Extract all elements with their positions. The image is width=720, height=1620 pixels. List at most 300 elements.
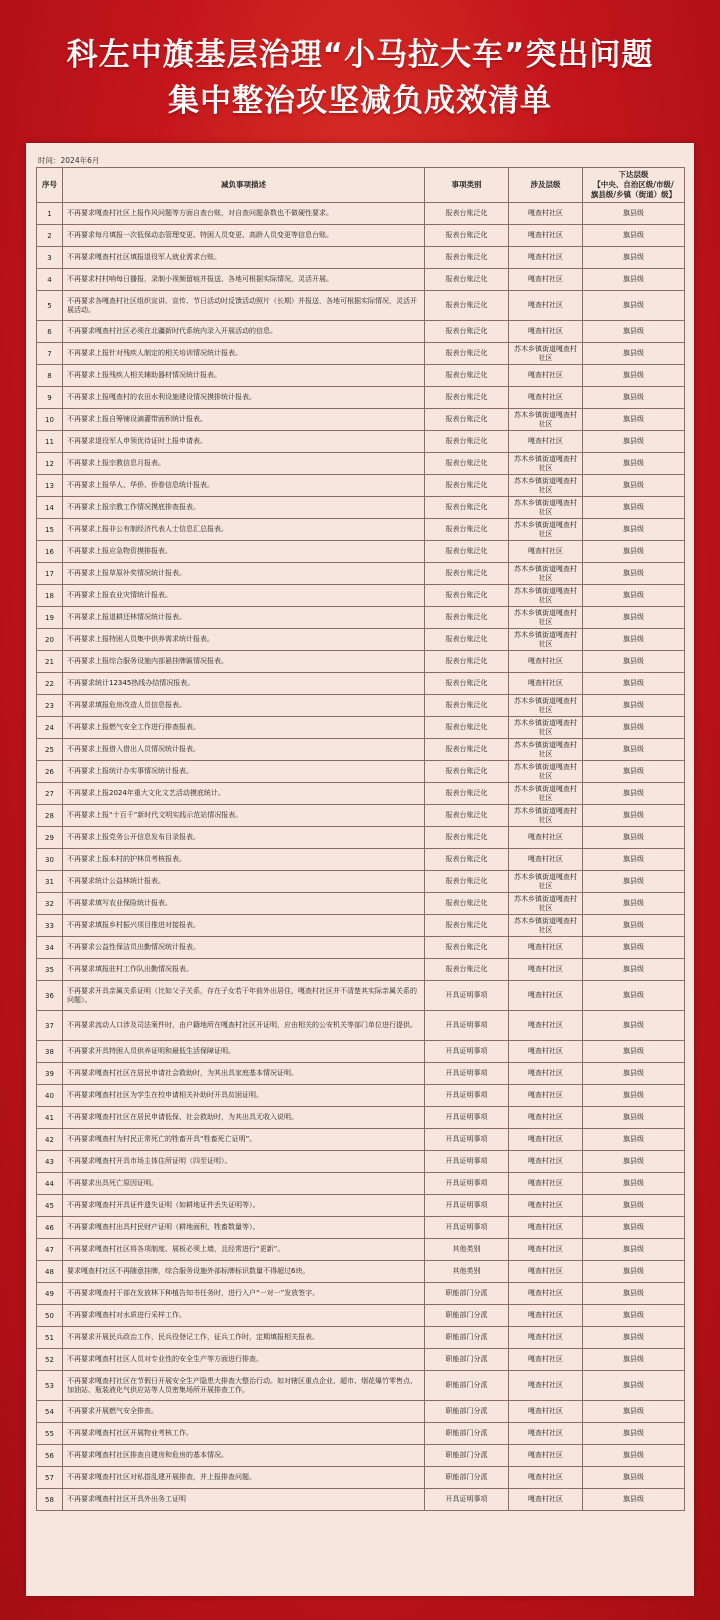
row-involved-level: 嘎查村社区 <box>509 1401 583 1423</box>
row-seq: 52 <box>37 1349 63 1371</box>
row-issuer-level: 旗县级 <box>583 893 685 915</box>
row-desc: 不再要求填报危房改造人员信息报表。 <box>63 695 425 717</box>
row-issuer-level: 旗县级 <box>583 585 685 607</box>
row-category: 开具证明事项 <box>425 1489 509 1511</box>
table-row <box>37 673 685 695</box>
row-category: 职能部门分派 <box>425 1371 509 1401</box>
row-involved-level: 苏木乡镇街道嘎查村社区 <box>509 805 583 827</box>
table-row <box>37 959 685 981</box>
table-row <box>37 805 685 827</box>
row-involved-level: 嘎查村社区 <box>509 203 583 225</box>
row-desc: 不再要求村村响每日播报，录制小视频留痕并报送，各地可根据实际情况，灵活开展。 <box>63 269 425 291</box>
row-desc: 不再要求填报驻村工作队出勤情况报表。 <box>63 959 425 981</box>
row-involved-level: 苏木乡镇街道嘎查村社区 <box>509 761 583 783</box>
row-category: 其他类别 <box>425 1239 509 1261</box>
row-issuer-level: 旗县级 <box>583 269 685 291</box>
row-issuer-level: 旗县级 <box>583 783 685 805</box>
row-issuer-level: 旗县级 <box>583 915 685 937</box>
row-desc: 不再要求上报退耕还林情况统计报表。 <box>63 607 425 629</box>
row-seq: 38 <box>37 1041 63 1063</box>
row-seq: 19 <box>37 607 63 629</box>
row-seq: 4 <box>37 269 63 291</box>
row-category: 报表台账泛化 <box>425 291 509 321</box>
row-seq: 28 <box>37 805 63 827</box>
row-involved-level: 嘎查村社区 <box>509 1305 583 1327</box>
row-involved-level: 嘎查村社区 <box>509 937 583 959</box>
row-category: 报表台账泛化 <box>425 343 509 365</box>
row-category: 开具证明事项 <box>425 1217 509 1239</box>
row-involved-level: 嘎查村社区 <box>509 1041 583 1063</box>
row-seq: 58 <box>37 1489 63 1511</box>
row-issuer-level: 旗县级 <box>583 1327 685 1349</box>
row-issuer-level: 旗县级 <box>583 607 685 629</box>
header-issuer <box>583 168 685 203</box>
table-body <box>37 203 685 1511</box>
row-issuer-level: 旗县级 <box>583 1371 685 1401</box>
table-row <box>37 1129 685 1151</box>
row-involved-level: 嘎查村社区 <box>509 1217 583 1239</box>
row-involved-level: 嘎查村社区 <box>509 1151 583 1173</box>
row-category: 报表台账泛化 <box>425 247 509 269</box>
table-row <box>37 1445 685 1467</box>
row-desc: 不再要求统计公益林统计报表。 <box>63 871 425 893</box>
table-row <box>37 497 685 519</box>
row-category: 报表台账泛化 <box>425 915 509 937</box>
row-category: 开具证明事项 <box>425 1129 509 1151</box>
row-category: 职能部门分派 <box>425 1401 509 1423</box>
row-desc: 不再要求开具亲属关系证明（比如父子关系，存在子女若干年前外出居住，嘎查村社区并不清楚其实际亲属关系的问题）。 <box>63 981 425 1011</box>
row-seq: 22 <box>37 673 63 695</box>
row-seq: 47 <box>37 1239 63 1261</box>
row-seq: 21 <box>37 651 63 673</box>
row-issuer-level: 旗县级 <box>583 739 685 761</box>
table-row <box>37 629 685 651</box>
row-seq: 46 <box>37 1217 63 1239</box>
table-row <box>37 431 685 453</box>
row-desc: 不再要求上报草原补奖情况统计报表。 <box>63 563 425 585</box>
table-row <box>37 849 685 871</box>
row-issuer-level: 旗县级 <box>583 849 685 871</box>
table-row <box>37 1011 685 1041</box>
table-header-row <box>37 168 685 203</box>
header-seq: 序号 <box>37 168 63 203</box>
table-row <box>37 1173 685 1195</box>
row-involved-level: 嘎查村社区 <box>509 1283 583 1305</box>
row-seq: 31 <box>37 871 63 893</box>
table-row <box>37 247 685 269</box>
row-seq: 35 <box>37 959 63 981</box>
table-row <box>37 607 685 629</box>
row-involved-level: 嘎查村社区 <box>509 387 583 409</box>
row-desc: 不再要求嘎查村对水质进行采样工作。 <box>63 1305 425 1327</box>
row-issuer-level: 旗县级 <box>583 629 685 651</box>
row-involved-level: 苏木乡镇街道嘎查村社区 <box>509 717 583 739</box>
table-row <box>37 717 685 739</box>
row-seq: 8 <box>37 365 63 387</box>
row-category: 职能部门分派 <box>425 1445 509 1467</box>
table-row <box>37 937 685 959</box>
row-involved-level: 嘎查村社区 <box>509 1085 583 1107</box>
row-involved-level: 苏木乡镇街道嘎查村社区 <box>509 915 583 937</box>
row-seq: 56 <box>37 1445 63 1467</box>
table-row <box>37 203 685 225</box>
row-seq: 36 <box>37 981 63 1011</box>
table-row <box>37 321 685 343</box>
table-row <box>37 1085 685 1107</box>
row-category: 开具证明事项 <box>425 1107 509 1129</box>
row-involved-level: 苏木乡镇街道嘎查村社区 <box>509 783 583 805</box>
row-desc: 不再要求流动人口涉及司法案件时，由户籍地所在嘎查村社区开证明，应由相关的公安机关等部门单位进行提供。 <box>63 1011 425 1041</box>
row-involved-level: 嘎查村社区 <box>509 321 583 343</box>
row-involved-level: 嘎查村社区 <box>509 1239 583 1261</box>
row-desc: 不再要求上报“十百千”新时代文明实践示范站情况报表。 <box>63 805 425 827</box>
row-category: 职能部门分派 <box>425 1349 509 1371</box>
row-involved-level: 苏木乡镇街道嘎查村社区 <box>509 871 583 893</box>
table-row <box>37 981 685 1011</box>
row-involved-level: 嘎查村社区 <box>509 1195 583 1217</box>
row-seq: 24 <box>37 717 63 739</box>
table-row <box>37 1151 685 1173</box>
row-involved-level: 嘎查村社区 <box>509 959 583 981</box>
row-issuer-level: 旗县级 <box>583 519 685 541</box>
row-category: 报表台账泛化 <box>425 871 509 893</box>
row-involved-level: 嘎查村社区 <box>509 1371 583 1401</box>
row-issuer-level: 旗县级 <box>583 497 685 519</box>
row-involved-level: 嘎查村社区 <box>509 1261 583 1283</box>
row-desc: 不再要求上报借入借出人员情况统计报表。 <box>63 739 425 761</box>
row-seq: 23 <box>37 695 63 717</box>
row-desc: 不再要求嘎查村开具市场主体住所证明（四至证明）。 <box>63 1151 425 1173</box>
row-issuer-level: 旗县级 <box>583 1445 685 1467</box>
row-category: 报表台账泛化 <box>425 387 509 409</box>
row-category: 职能部门分派 <box>425 1283 509 1305</box>
row-involved-level: 嘎查村社区 <box>509 1467 583 1489</box>
row-involved-level: 苏木乡镇街道嘎查村社区 <box>509 893 583 915</box>
row-seq: 51 <box>37 1327 63 1349</box>
row-desc: 不再要求嘎查村干部在发放林下种植告知书任务时，进行入户“一对一”发放签字。 <box>63 1283 425 1305</box>
header-issuer-line-3: 旗县级/乡镇（街道）级】 <box>590 190 677 199</box>
row-category: 报表台账泛化 <box>425 959 509 981</box>
row-category: 报表台账泛化 <box>425 409 509 431</box>
row-seq: 37 <box>37 1011 63 1041</box>
row-desc: 不再要求嘎查村社区将各项制度、展板必须上墙，且经常进行“更新”。 <box>63 1239 425 1261</box>
row-seq: 2 <box>37 225 63 247</box>
row-issuer-level: 旗县级 <box>583 247 685 269</box>
row-seq: 29 <box>37 827 63 849</box>
row-desc: 不再要求嘎查村社区必须在北疆新时代系统内录入开展活动的信息。 <box>63 321 425 343</box>
row-involved-level: 嘎查村社区 <box>509 827 583 849</box>
table-row <box>37 761 685 783</box>
row-issuer-level: 旗县级 <box>583 1041 685 1063</box>
row-seq: 57 <box>37 1467 63 1489</box>
table-row <box>37 453 685 475</box>
table-row <box>37 871 685 893</box>
row-seq: 48 <box>37 1261 63 1283</box>
row-involved-level: 嘎查村社区 <box>509 269 583 291</box>
row-seq: 44 <box>37 1173 63 1195</box>
row-seq: 26 <box>37 761 63 783</box>
row-seq: 17 <box>37 563 63 585</box>
title-line-1: 科左中旗基层治理“小马拉大车”突出问题 <box>66 37 654 73</box>
row-involved-level: 嘎查村社区 <box>509 365 583 387</box>
row-category: 职能部门分派 <box>425 1327 509 1349</box>
row-involved-level: 嘎查村社区 <box>509 431 583 453</box>
row-category: 开具证明事项 <box>425 1085 509 1107</box>
row-involved-level: 嘎查村社区 <box>509 1489 583 1511</box>
header-desc: 减负事项描述 <box>63 168 425 203</box>
row-desc: 不再要求上报针对残疾人制定的相关培训情况统计报表。 <box>63 343 425 365</box>
header-category: 事项类别 <box>425 168 509 203</box>
row-seq: 32 <box>37 893 63 915</box>
row-desc: 不再要求退役军人申领优待证时上报申请表。 <box>63 431 425 453</box>
row-category: 报表台账泛化 <box>425 431 509 453</box>
row-desc: 不再要求上报燃气安全工作进行排查报表。 <box>63 717 425 739</box>
table-row <box>37 695 685 717</box>
row-involved-level: 苏木乡镇街道嘎查村社区 <box>509 409 583 431</box>
table-row <box>37 269 685 291</box>
row-issuer-level: 旗县级 <box>583 1151 685 1173</box>
row-seq: 41 <box>37 1107 63 1129</box>
row-category: 开具证明事项 <box>425 1011 509 1041</box>
row-seq: 55 <box>37 1423 63 1445</box>
row-issuer-level: 旗县级 <box>583 805 685 827</box>
row-issuer-level: 旗县级 <box>583 1261 685 1283</box>
table-row <box>37 1305 685 1327</box>
table-row <box>37 387 685 409</box>
row-desc: 不再要求开展民兵政治工作，民兵役登记工作，征兵工作时，定期填报相关报表。 <box>63 1327 425 1349</box>
row-involved-level: 嘎查村社区 <box>509 541 583 563</box>
row-seq: 30 <box>37 849 63 871</box>
table-row <box>37 585 685 607</box>
table-row <box>37 519 685 541</box>
row-involved-level: 苏木乡镇街道嘎查村社区 <box>509 629 583 651</box>
row-desc: 不再要求嘎查村社区开展物业考核工作。 <box>63 1423 425 1445</box>
table-row <box>37 1327 685 1349</box>
row-issuer-level: 旗县级 <box>583 541 685 563</box>
row-involved-level: 嘎查村社区 <box>509 247 583 269</box>
row-involved-level: 嘎查村社区 <box>509 225 583 247</box>
row-issuer-level: 旗县级 <box>583 1401 685 1423</box>
row-desc: 不再要求嘎查村社区填报退役军人就业需求台账。 <box>63 247 425 269</box>
row-issuer-level: 旗县级 <box>583 1305 685 1327</box>
table-row <box>37 893 685 915</box>
row-category: 职能部门分派 <box>425 1467 509 1489</box>
row-category: 开具证明事项 <box>425 1041 509 1063</box>
row-involved-level: 嘎查村社区 <box>509 981 583 1011</box>
row-issuer-level: 旗县级 <box>583 431 685 453</box>
row-involved-level: 苏木乡镇街道嘎查村社区 <box>509 519 583 541</box>
row-desc: 不再要求填报乡村振兴项目推进对接报表。 <box>63 915 425 937</box>
row-category: 报表台账泛化 <box>425 365 509 387</box>
row-issuer-level: 旗县级 <box>583 475 685 497</box>
row-issuer-level: 旗县级 <box>583 1283 685 1305</box>
row-involved-level: 嘎查村社区 <box>509 651 583 673</box>
row-desc: 不再要求开具特困人员供养证明和最低生活保障证明。 <box>63 1041 425 1063</box>
row-involved-level: 苏木乡镇街道嘎查村社区 <box>509 739 583 761</box>
table-row <box>37 365 685 387</box>
row-desc: 不再要求上报应急物资摸排报表。 <box>63 541 425 563</box>
table-row <box>37 1467 685 1489</box>
row-seq: 40 <box>37 1085 63 1107</box>
header-issuer-line-1: 下达层级 <box>618 170 649 179</box>
row-issuer-level: 旗县级 <box>583 1239 685 1261</box>
time-label: 时间：2024年6月 <box>38 156 100 165</box>
table-row <box>37 1239 685 1261</box>
table-row <box>37 1217 685 1239</box>
header-issuer-line-2: 【中央、自治区级/市级/ <box>593 180 674 189</box>
row-seq: 9 <box>37 387 63 409</box>
row-desc: 不再要求每月填报一次低保动态管理变更、特困人员变更、高龄人员变更等信息台账。 <box>63 225 425 247</box>
table-row <box>37 1283 685 1305</box>
list-panel <box>26 143 694 1596</box>
row-involved-level: 苏木乡镇街道嘎查村社区 <box>509 497 583 519</box>
row-desc: 不再要求上报自筹铺设滴灌带面积统计报表。 <box>63 409 425 431</box>
header-involved: 涉及层级 <box>509 168 583 203</box>
row-issuer-level: 旗县级 <box>583 1063 685 1085</box>
row-desc: 不再要求上报宗教工作情况摸底排查报表。 <box>63 497 425 519</box>
row-category: 报表台账泛化 <box>425 269 509 291</box>
row-issuer-level: 旗县级 <box>583 937 685 959</box>
row-category: 报表台账泛化 <box>425 519 509 541</box>
row-seq: 20 <box>37 629 63 651</box>
row-desc: 不再要求嘎查村社区在居民申请低保、社会救助时，为其出具无收入说明。 <box>63 1107 425 1129</box>
row-category: 报表台账泛化 <box>425 453 509 475</box>
row-desc: 不再要求上报宗教信息月报表。 <box>63 453 425 475</box>
row-issuer-level: 旗县级 <box>583 321 685 343</box>
row-involved-level: 苏木乡镇街道嘎查村社区 <box>509 695 583 717</box>
row-involved-level: 嘎查村社区 <box>509 1423 583 1445</box>
row-desc: 不再要求上报综合服务设施内部悬挂牌匾情况报表。 <box>63 651 425 673</box>
row-issuer-level: 旗县级 <box>583 1467 685 1489</box>
row-seq: 11 <box>37 431 63 453</box>
row-desc: 不再要求嘎查村社区为学生在校申请相关补助时开具贫困证明。 <box>63 1085 425 1107</box>
row-seq: 27 <box>37 783 63 805</box>
row-involved-level: 苏木乡镇街道嘎查村社区 <box>509 343 583 365</box>
row-desc: 不再要求嘎查村开具证件遗失证明（如耕地证件丢失证明等）。 <box>63 1195 425 1217</box>
row-desc: 不再要求统计12345热线办结情况报表。 <box>63 673 425 695</box>
row-seq: 45 <box>37 1195 63 1217</box>
row-category: 报表台账泛化 <box>425 651 509 673</box>
row-issuer-level: 旗县级 <box>583 343 685 365</box>
row-seq: 3 <box>37 247 63 269</box>
row-issuer-level: 旗县级 <box>583 1011 685 1041</box>
row-desc: 不再要求上报残疾人相关辅助器材情况统计报表。 <box>63 365 425 387</box>
row-issuer-level: 旗县级 <box>583 959 685 981</box>
table-row <box>37 475 685 497</box>
table-row <box>37 1371 685 1401</box>
row-involved-level: 嘎查村社区 <box>509 849 583 871</box>
row-desc: 不再要求上报非公有制经济代表人士信息汇总报表。 <box>63 519 425 541</box>
row-category: 报表台账泛化 <box>425 695 509 717</box>
row-desc: 不再要求上报农业灾情统计报表。 <box>63 585 425 607</box>
row-issuer-level: 旗县级 <box>583 453 685 475</box>
row-desc: 不再要求嘎查村社区排查自建房和危房的基本情况。 <box>63 1445 425 1467</box>
row-seq: 15 <box>37 519 63 541</box>
table-row <box>37 1261 685 1283</box>
row-category: 其他类别 <box>425 1261 509 1283</box>
row-issuer-level: 旗县级 <box>583 1423 685 1445</box>
row-seq: 50 <box>37 1305 63 1327</box>
row-desc: 要求嘎查村社区不再随意挂牌，综合服务设施外部标牌标识数量不得超过6块。 <box>63 1261 425 1283</box>
table-row <box>37 1107 685 1129</box>
row-category: 报表台账泛化 <box>425 475 509 497</box>
row-category: 报表台账泛化 <box>425 739 509 761</box>
row-category: 职能部门分派 <box>425 1423 509 1445</box>
table-row <box>37 1489 685 1511</box>
row-involved-level: 苏木乡镇街道嘎查村社区 <box>509 563 583 585</box>
row-issuer-level: 旗县级 <box>583 563 685 585</box>
table-row <box>37 541 685 563</box>
row-desc: 不再要求上报特困人员集中供养需求统计报表。 <box>63 629 425 651</box>
row-seq: 13 <box>37 475 63 497</box>
row-involved-level: 嘎查村社区 <box>509 1011 583 1041</box>
row-involved-level: 苏木乡镇街道嘎查村社区 <box>509 607 583 629</box>
row-seq: 54 <box>37 1401 63 1423</box>
row-category: 报表台账泛化 <box>425 607 509 629</box>
row-category: 报表台账泛化 <box>425 203 509 225</box>
table-row <box>37 291 685 321</box>
row-seq: 49 <box>37 1283 63 1305</box>
row-seq: 16 <box>37 541 63 563</box>
row-issuer-level: 旗县级 <box>583 827 685 849</box>
row-issuer-level: 旗县级 <box>583 761 685 783</box>
row-seq: 42 <box>37 1129 63 1151</box>
row-issuer-level: 旗县级 <box>583 1489 685 1511</box>
row-desc: 不再要求上报本村的护林员考核报表。 <box>63 849 425 871</box>
row-desc: 不再要求嘎查村社区上报作风问题等方面自查台账，对自查问题条数也不做硬性要求。 <box>63 203 425 225</box>
row-seq: 18 <box>37 585 63 607</box>
row-category: 报表台账泛化 <box>425 225 509 247</box>
row-involved-level: 嘎查村社区 <box>509 1327 583 1349</box>
row-seq: 12 <box>37 453 63 475</box>
row-issuer-level: 旗县级 <box>583 673 685 695</box>
row-seq: 10 <box>37 409 63 431</box>
row-desc: 不再要求各嘎查村社区组织宣讲、宣传、节日活动时反馈活动照片（长期）并报送，各地可根据实际情况，灵活开展活动。 <box>63 291 425 321</box>
table-row <box>37 1423 685 1445</box>
row-seq: 6 <box>37 321 63 343</box>
row-issuer-level: 旗县级 <box>583 1217 685 1239</box>
table-row <box>37 1349 685 1371</box>
row-involved-level: 嘎查村社区 <box>509 1173 583 1195</box>
row-seq: 25 <box>37 739 63 761</box>
row-issuer-level: 旗县级 <box>583 203 685 225</box>
row-category: 报表台账泛化 <box>425 673 509 695</box>
row-involved-level: 嘎查村社区 <box>509 1107 583 1129</box>
row-desc: 不再要求嘎查村社区人员对专业性的安全生产等方面进行排查。 <box>63 1349 425 1371</box>
table-row <box>37 1195 685 1217</box>
row-involved-level: 嘎查村社区 <box>509 291 583 321</box>
row-desc: 不再要求嘎查村社区在居民申请社会救助时，为其出具家庭基本情况证明。 <box>63 1063 425 1085</box>
row-issuer-level: 旗县级 <box>583 717 685 739</box>
row-issuer-level: 旗县级 <box>583 651 685 673</box>
row-involved-level: 苏木乡镇街道嘎查村社区 <box>509 453 583 475</box>
row-issuer-level: 旗县级 <box>583 1195 685 1217</box>
row-issuer-level: 旗县级 <box>583 409 685 431</box>
table-row <box>37 915 685 937</box>
table-row <box>37 739 685 761</box>
row-category: 报表台账泛化 <box>425 321 509 343</box>
row-issuer-level: 旗县级 <box>583 1173 685 1195</box>
row-category: 报表台账泛化 <box>425 563 509 585</box>
row-issuer-level: 旗县级 <box>583 387 685 409</box>
table-row <box>37 1401 685 1423</box>
row-seq: 53 <box>37 1371 63 1401</box>
row-category: 报表台账泛化 <box>425 761 509 783</box>
row-seq: 39 <box>37 1063 63 1085</box>
row-issuer-level: 旗县级 <box>583 291 685 321</box>
table-row <box>37 783 685 805</box>
row-involved-level: 嘎查村社区 <box>509 1445 583 1467</box>
